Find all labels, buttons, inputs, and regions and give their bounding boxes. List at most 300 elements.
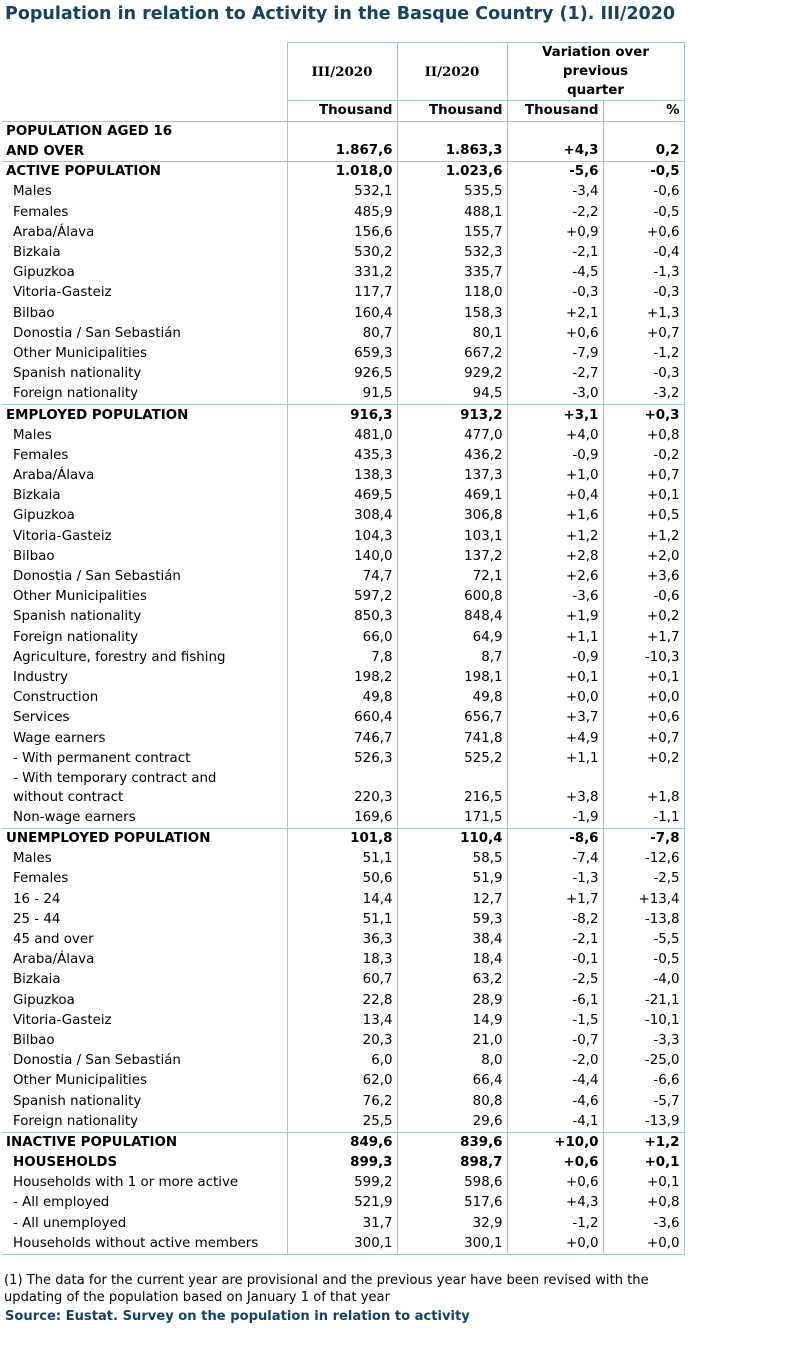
value-q3: 220,3: [287, 769, 397, 808]
row-label: Bizkaia: [13, 488, 61, 504]
value-q2: 525,2: [397, 749, 507, 769]
value-q2: 488,1: [397, 203, 507, 223]
value-q3: 1.018,0: [287, 162, 397, 183]
table-row: [2, 344, 684, 364]
unit-header-q3: Thousand: [287, 101, 397, 122]
row-label: [2, 769, 287, 808]
row-label: Gipuzkoa: [13, 265, 75, 281]
page-title: Population in relation to Activity in the Basque Country (1). III/2020: [5, 4, 676, 24]
value-percent: -5,7: [603, 1091, 684, 1111]
value-q2: 59,3: [397, 910, 507, 930]
row-label: 16 - 24: [13, 891, 61, 907]
value-q2: 158,3: [397, 304, 507, 324]
value-q2: 64,9: [397, 628, 507, 648]
row-label: [2, 122, 287, 162]
value-variation: +1,1: [507, 749, 603, 769]
row-label: - All unemployed: [13, 1215, 127, 1231]
row-label: - With permanent contract: [13, 750, 191, 766]
table-row: [2, 808, 684, 829]
source-note: Source: Eustat. Survey on the population in relation to activity: [5, 1309, 470, 1324]
value-percent: -10,1: [603, 1011, 684, 1031]
value-percent: +3,6: [603, 567, 684, 587]
header-corner-units: [2, 101, 287, 122]
value-percent: -21,1: [603, 991, 684, 1011]
value-variation: -8,2: [507, 910, 603, 930]
value-q2: 535,5: [397, 182, 507, 202]
value-variation: -1,3: [507, 869, 603, 889]
value-percent: +1,2: [603, 1132, 684, 1153]
row-label-line: without contract: [13, 790, 124, 806]
value-percent: -3,6: [603, 1214, 684, 1234]
value-percent: -0,5: [603, 950, 684, 970]
value-percent: -0,4: [603, 243, 684, 263]
value-percent: +1,8: [603, 769, 684, 808]
unit-header-q2: Thousand: [397, 101, 507, 122]
value-q2: 198,1: [397, 668, 507, 688]
value-q2: 155,7: [397, 223, 507, 243]
value-q2: 63,2: [397, 970, 507, 990]
value-percent: -25,0: [603, 1051, 684, 1071]
table-row: [2, 708, 684, 728]
value-variation: +0,6: [507, 1173, 603, 1193]
value-q2: 656,7: [397, 708, 507, 728]
value-percent: +0,1: [603, 1153, 684, 1173]
value-q2: 848,4: [397, 607, 507, 627]
row-label: Gipuzkoa: [13, 508, 75, 524]
value-variation: +0,0: [507, 1234, 603, 1255]
value-percent: -2,5: [603, 869, 684, 889]
value-percent: +0,8: [603, 1193, 684, 1213]
table-row: [2, 1214, 684, 1234]
table-row: [2, 426, 684, 446]
value-percent: -1,1: [603, 808, 684, 829]
table-row: [2, 769, 684, 808]
value-q3: 18,3: [287, 950, 397, 970]
value-q3: 1.867,6: [287, 122, 397, 162]
value-q3: 198,2: [287, 668, 397, 688]
table-row: [2, 688, 684, 708]
row-label: Araba/Álava: [13, 952, 95, 968]
table-row: [2, 910, 684, 930]
table-row: [2, 668, 684, 688]
table-row: [2, 587, 684, 607]
table-row: [2, 466, 684, 486]
value-q2: 94,5: [397, 384, 507, 405]
row-label: Bizkaia: [13, 245, 61, 261]
row-label: Industry: [13, 669, 69, 685]
value-q2: 80,1: [397, 324, 507, 344]
value-q3: 6,0: [287, 1051, 397, 1071]
table-row: [2, 405, 684, 426]
value-q2: 72,1: [397, 567, 507, 587]
value-q3: 50,6: [287, 869, 397, 889]
value-percent: -0,5: [603, 162, 684, 183]
value-q3: 80,7: [287, 324, 397, 344]
value-q2: 14,9: [397, 1011, 507, 1031]
value-q3: 138,3: [287, 466, 397, 486]
value-q3: 36,3: [287, 930, 397, 950]
row-label: Spanish nationality: [13, 1093, 142, 1109]
row-label: Males: [13, 427, 52, 443]
value-variation: -4,5: [507, 263, 603, 283]
row-label: Spanish nationality: [13, 366, 142, 382]
row-label: Households without active members: [2, 1234, 287, 1255]
value-percent: -3,3: [603, 1031, 684, 1051]
value-q2: 66,4: [397, 1071, 507, 1091]
value-percent: +0,5: [603, 506, 684, 526]
table-row: [2, 324, 684, 344]
value-q3: 899,3: [287, 1153, 397, 1173]
value-percent: -1,3: [603, 263, 684, 283]
row-label: Araba/Álava: [13, 468, 95, 484]
value-q2: 103,1: [397, 527, 507, 547]
table-row: [2, 304, 684, 324]
row-label: Other Municipalities: [13, 589, 147, 605]
value-variation: -6,1: [507, 991, 603, 1011]
value-q2: 38,4: [397, 930, 507, 950]
value-percent: +0,6: [603, 223, 684, 243]
value-variation: +1,9: [507, 607, 603, 627]
column-header-variation: Variation over previous quarter: [507, 43, 684, 101]
row-label: Non-wage earners: [13, 809, 136, 825]
value-q3: 849,6: [287, 1132, 397, 1153]
row-label: Females: [13, 447, 69, 463]
value-percent: +1,2: [603, 527, 684, 547]
table-row: [2, 203, 684, 223]
row-label: 25 - 44: [13, 911, 61, 927]
table-row: [2, 648, 684, 668]
value-q2: 929,2: [397, 364, 507, 384]
value-q2: 436,2: [397, 446, 507, 466]
table-row: [2, 1091, 684, 1111]
value-percent: -0,3: [603, 283, 684, 303]
value-variation: -8,6: [507, 829, 603, 850]
value-variation: -1,9: [507, 808, 603, 829]
row-label: Spanish nationality: [13, 609, 142, 625]
value-q3: 51,1: [287, 910, 397, 930]
row-label: Services: [13, 710, 70, 726]
table-row: [2, 970, 684, 990]
value-percent: -4,0: [603, 970, 684, 990]
value-variation: -3,4: [507, 182, 603, 202]
value-percent: -5,5: [603, 930, 684, 950]
value-q3: 659,3: [287, 344, 397, 364]
value-variation: -0,3: [507, 283, 603, 303]
value-variation: +1,6: [507, 506, 603, 526]
value-q3: 156,6: [287, 223, 397, 243]
value-q2: 137,2: [397, 547, 507, 567]
table-row: [2, 991, 684, 1011]
header-corner: [2, 43, 287, 101]
value-variation: -7,4: [507, 849, 603, 869]
value-q3: 66,0: [287, 628, 397, 648]
value-q2: 8,7: [397, 648, 507, 668]
value-q2: 49,8: [397, 688, 507, 708]
value-q3: 14,4: [287, 890, 397, 910]
table-row: [2, 283, 684, 303]
value-percent: +1,3: [603, 304, 684, 324]
value-variation: -2,2: [507, 203, 603, 223]
value-variation: -7,9: [507, 344, 603, 364]
value-q3: 76,2: [287, 1091, 397, 1111]
value-q2: 839,6: [397, 1132, 507, 1153]
value-q2: 80,8: [397, 1091, 507, 1111]
value-variation: +1,0: [507, 466, 603, 486]
row-label: Donostia / San Sebastián: [13, 1053, 181, 1069]
value-percent: -13,8: [603, 910, 684, 930]
row-label-line: POPULATION AGED 16: [6, 124, 173, 140]
value-q3: 51,1: [287, 849, 397, 869]
value-q2: 741,8: [397, 728, 507, 748]
value-q3: 469,5: [287, 486, 397, 506]
value-percent: -0,3: [603, 364, 684, 384]
table-row: [2, 486, 684, 506]
value-q2: 532,3: [397, 243, 507, 263]
value-q2: 29,6: [397, 1112, 507, 1133]
value-variation: -4,1: [507, 1112, 603, 1133]
row-label: HOUSEHOLDS: [13, 1155, 118, 1171]
value-q2: 8,0: [397, 1051, 507, 1071]
value-percent: +0,7: [603, 728, 684, 748]
value-q2: 335,7: [397, 263, 507, 283]
value-q3: 481,0: [287, 426, 397, 446]
value-percent: +0,2: [603, 749, 684, 769]
row-label-line: - With temporary contract and: [13, 770, 217, 786]
table-row: [2, 849, 684, 869]
value-q3: 485,9: [287, 203, 397, 223]
value-percent: -0,5: [603, 203, 684, 223]
row-label: Wage earners: [13, 730, 106, 746]
value-q3: 169,6: [287, 808, 397, 829]
value-q2: 469,1: [397, 486, 507, 506]
value-percent: +0,3: [603, 405, 684, 426]
value-q2: 28,9: [397, 991, 507, 1011]
row-label: UNEMPLOYED POPULATION: [2, 829, 287, 850]
table-row: [2, 162, 684, 183]
row-label: Gipuzkoa: [13, 992, 75, 1008]
row-label: Foreign nationality: [13, 386, 138, 402]
value-q3: 597,2: [287, 587, 397, 607]
value-variation: -2,5: [507, 970, 603, 990]
value-q2: 58,5: [397, 849, 507, 869]
value-percent: -12,6: [603, 849, 684, 869]
header-row-units: [2, 101, 684, 122]
table-row: [2, 628, 684, 648]
value-variation: -0,9: [507, 648, 603, 668]
value-variation: +2,1: [507, 304, 603, 324]
value-q2: 600,8: [397, 587, 507, 607]
table-row: [2, 869, 684, 889]
table-row: [2, 1153, 684, 1173]
table-row: [2, 1112, 684, 1133]
value-variation: +0,1: [507, 668, 603, 688]
table-row: [2, 1011, 684, 1031]
row-label: ACTIVE POPULATION: [2, 162, 287, 183]
table-row: [2, 364, 684, 384]
table-row: [2, 1193, 684, 1213]
value-percent: -1,2: [603, 344, 684, 364]
value-q3: 101,8: [287, 829, 397, 850]
row-label: EMPLOYED POPULATION: [2, 405, 287, 426]
row-label: Bilbao: [13, 548, 55, 564]
value-q2: 21,0: [397, 1031, 507, 1051]
value-q3: 331,2: [287, 263, 397, 283]
value-variation: -1,5: [507, 1011, 603, 1031]
value-q2: 216,5: [397, 769, 507, 808]
row-label: - All employed: [13, 1195, 110, 1211]
value-q3: 20,3: [287, 1031, 397, 1051]
table-row: [2, 950, 684, 970]
value-percent: +0,0: [603, 688, 684, 708]
value-variation: -2,1: [507, 243, 603, 263]
unit-header-variation: Thousand: [507, 101, 603, 122]
value-variation: -5,6: [507, 162, 603, 183]
row-label: Vitoria-Gasteiz: [13, 528, 112, 544]
table-body: [2, 122, 684, 1255]
row-label: Araba/Álava: [13, 224, 95, 240]
value-q3: 521,9: [287, 1193, 397, 1213]
value-q3: 117,7: [287, 283, 397, 303]
value-percent: -7,8: [603, 829, 684, 850]
header-row-periods: [2, 43, 684, 101]
value-q2: 51,9: [397, 869, 507, 889]
value-q3: 926,5: [287, 364, 397, 384]
value-q2: 110,4: [397, 829, 507, 850]
table-row: [2, 223, 684, 243]
value-percent: 0,2: [603, 122, 684, 162]
row-label: Males: [13, 851, 52, 867]
value-variation: +3,1: [507, 405, 603, 426]
value-q2: 306,8: [397, 506, 507, 526]
table-row: [2, 263, 684, 283]
row-label: Bilbao: [13, 1032, 55, 1048]
table-row: [2, 567, 684, 587]
row-label: Foreign nationality: [13, 1113, 138, 1129]
value-q3: 22,8: [287, 991, 397, 1011]
value-percent: -10,3: [603, 648, 684, 668]
row-label: INACTIVE POPULATION: [2, 1132, 287, 1153]
value-q3: 91,5: [287, 384, 397, 405]
table-row: [2, 1051, 684, 1071]
value-q3: 526,3: [287, 749, 397, 769]
value-percent: +0,0: [603, 1234, 684, 1255]
value-q2: 12,7: [397, 890, 507, 910]
value-variation: -4,4: [507, 1071, 603, 1091]
row-label: Foreign nationality: [13, 629, 138, 645]
value-variation: +0,9: [507, 223, 603, 243]
value-percent: +13,4: [603, 890, 684, 910]
row-label: Females: [13, 871, 69, 887]
table-row: [2, 1173, 684, 1193]
value-q3: 660,4: [287, 708, 397, 728]
value-variation: +0,4: [507, 486, 603, 506]
value-q2: 118,0: [397, 283, 507, 303]
value-q3: 308,4: [287, 506, 397, 526]
value-q2: 667,2: [397, 344, 507, 364]
value-variation: -3,0: [507, 384, 603, 405]
value-percent: +2,0: [603, 547, 684, 567]
value-variation: +1,1: [507, 628, 603, 648]
value-variation: +3,8: [507, 769, 603, 808]
value-q3: 104,3: [287, 527, 397, 547]
value-variation: -0,9: [507, 446, 603, 466]
value-variation: +0,6: [507, 324, 603, 344]
value-variation: +1,7: [507, 890, 603, 910]
value-percent: +0,1: [603, 1173, 684, 1193]
row-label: Households with 1 or more active: [13, 1175, 239, 1191]
value-q2: 18,4: [397, 950, 507, 970]
value-q3: 74,7: [287, 567, 397, 587]
row-label-line: AND OVER: [6, 143, 85, 159]
value-q2: 171,5: [397, 808, 507, 829]
value-q3: 530,2: [287, 243, 397, 263]
value-q2: 1.863,3: [397, 122, 507, 162]
value-variation: +2,8: [507, 547, 603, 567]
value-variation: -2,1: [507, 930, 603, 950]
value-q3: 13,4: [287, 1011, 397, 1031]
value-q2: 913,2: [397, 405, 507, 426]
column-header-q2: II/2020: [397, 43, 507, 101]
row-label: Construction: [13, 690, 99, 706]
value-percent: +0,8: [603, 426, 684, 446]
row-label: Agriculture, forestry and fishing: [13, 649, 226, 665]
value-q3: 300,1: [287, 1234, 397, 1255]
row-label: Females: [13, 204, 69, 220]
value-q3: 916,3: [287, 405, 397, 426]
value-q2: 898,7: [397, 1153, 507, 1173]
value-percent: +0,7: [603, 324, 684, 344]
table-row: [2, 829, 684, 850]
value-q2: 32,9: [397, 1214, 507, 1234]
row-label: Vitoria-Gasteiz: [13, 1012, 112, 1028]
table-row: [2, 1234, 684, 1255]
value-variation: +2,6: [507, 567, 603, 587]
value-variation: +4,9: [507, 728, 603, 748]
value-percent: +0,7: [603, 466, 684, 486]
value-q3: 599,2: [287, 1173, 397, 1193]
value-q3: 532,1: [287, 182, 397, 202]
value-percent: -0,6: [603, 587, 684, 607]
table-row: [2, 122, 684, 162]
table-row: [2, 1031, 684, 1051]
value-variation: -0,7: [507, 1031, 603, 1051]
table-row: [2, 182, 684, 202]
value-percent: +0,6: [603, 708, 684, 728]
table-row: [2, 930, 684, 950]
value-q2: 598,6: [397, 1173, 507, 1193]
value-q3: 60,7: [287, 970, 397, 990]
row-label: Donostia / San Sebastián: [13, 325, 181, 341]
table-row: [2, 384, 684, 405]
value-q3: 7,8: [287, 648, 397, 668]
value-variation: +4,0: [507, 426, 603, 446]
value-variation: +0,6: [507, 1153, 603, 1173]
value-percent: -0,2: [603, 446, 684, 466]
value-percent: +0,1: [603, 486, 684, 506]
value-percent: +0,1: [603, 668, 684, 688]
value-q2: 1.023,6: [397, 162, 507, 183]
table-row: [2, 243, 684, 263]
value-q2: 137,3: [397, 466, 507, 486]
table-row: [2, 1132, 684, 1153]
value-q2: 477,0: [397, 426, 507, 446]
value-q3: 62,0: [287, 1071, 397, 1091]
value-variation: +0,0: [507, 688, 603, 708]
table-row: [2, 749, 684, 769]
value-variation: -3,6: [507, 587, 603, 607]
value-variation: -2,7: [507, 364, 603, 384]
value-percent: +0,2: [603, 607, 684, 627]
